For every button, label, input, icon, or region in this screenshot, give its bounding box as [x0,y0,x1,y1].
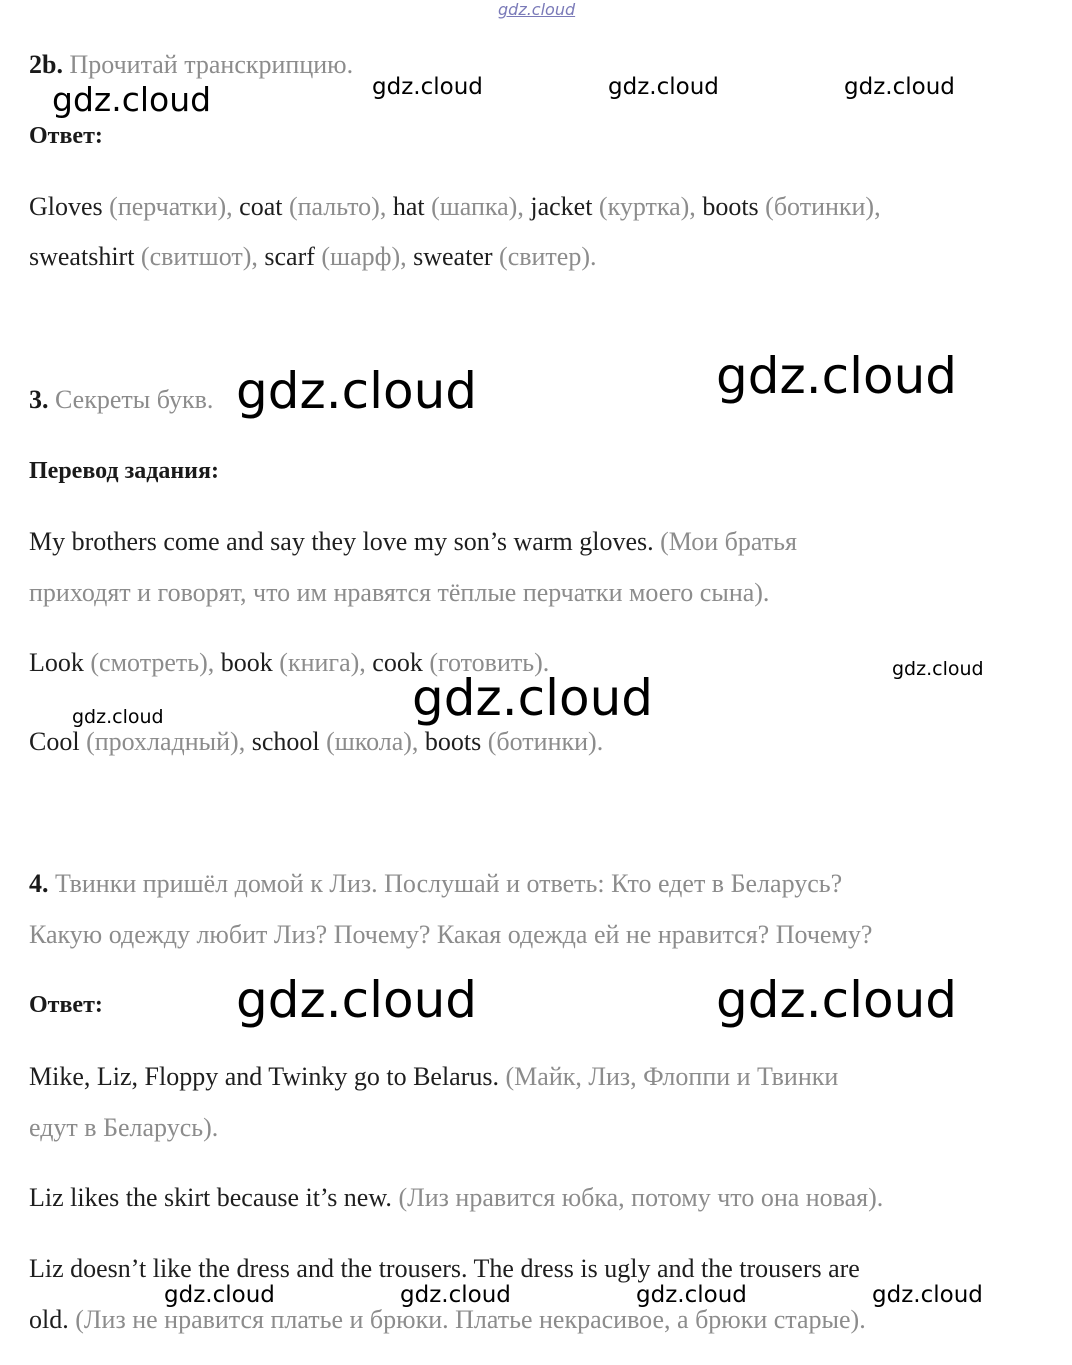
watermark: gdz.cloud [236,362,478,420]
task-number: 2b. [29,50,63,79]
english-text: jacket [530,192,599,221]
task-2b-heading [29,52,353,78]
translation-text: (шапка), [431,192,531,221]
translation-text: (книга), [279,648,373,677]
english-text: Liz likes the skirt because it’s new. [29,1183,399,1212]
english-text: sweatshirt [29,242,141,271]
translation-text: (куртка), [598,192,703,221]
answer-line [29,580,769,606]
answer-line [29,529,797,555]
english-text: book [220,648,280,677]
task-3-heading [29,387,213,413]
answer-line [29,1185,883,1211]
watermark: gdz.cloud [72,706,164,728]
watermark: gdz.cloud [608,74,719,100]
task-text: Секреты букв. [55,385,214,414]
english-text: hat [392,192,432,221]
translation-text: приходят и говорят, что им нравятся тёплые перчатки моего сына). [29,578,770,607]
english-text: Gloves [29,192,110,221]
translation-text: (перчатки), [109,192,240,221]
translation-text: (ботинки). [487,727,604,756]
translation-text: (готовить). [429,648,550,677]
answer-line [29,194,881,220]
translation-text: (Лиз не нравится платье и брюки. Платье некрасивое, а брюки старые). [75,1305,866,1334]
watermark: gdz.cloud [636,1282,747,1308]
english-text: coat [239,192,289,221]
english-text: Look [29,648,91,677]
english-text: old. [29,1305,76,1334]
english-text: Liz doesn’t like the dress and the trousers. The dress is ugly and the trousers are [29,1254,860,1283]
watermark: gdz.cloud [236,971,478,1029]
task-text: Какую одежду любит Лиз? Почему? Какая одежда ей не нравится? Почему? [29,920,873,949]
watermark: gdz.cloud [52,80,212,119]
translation-text: (Мои братья [660,527,797,556]
task-4-heading [29,871,842,897]
english-text: My brothers come and say they love my son’s warm gloves. [29,527,661,556]
watermark: gdz.cloud [164,1282,275,1308]
translation-text: едут в Беларусь). [29,1113,219,1142]
english-text: cook [372,648,430,677]
translation-text: (ботинки), [765,192,881,221]
watermark: gdz.cloud [844,74,955,100]
translation-text: (смотреть), [90,648,221,677]
english-text: sweater [413,242,500,271]
answer-line [29,1307,866,1333]
translation-text: (шарф), [321,242,414,271]
watermark: gdz.cloud [400,1282,511,1308]
answer-line [29,1256,860,1282]
translation-label: Перевод задания: [29,458,219,484]
translation-text: (пальто), [288,192,393,221]
task-number: 3. [29,385,49,414]
watermark: gdz.cloud [892,658,984,680]
watermark: gdz.cloud [372,74,483,100]
task-text: Прочитай транскрипцию. [69,50,354,79]
task-number: 4. [29,869,49,898]
answer-line [29,1115,218,1141]
answer-line [29,1064,838,1090]
english-text: boots [424,727,488,756]
english-text: Cool [29,727,87,756]
translation-text: (свитшот), [140,242,265,271]
translation-text: (свитер). [499,242,597,271]
answer-line [29,729,603,755]
watermark: gdz.cloud [716,971,958,1029]
english-text: boots [702,192,766,221]
english-text: scarf [264,242,322,271]
answer-label: Ответ: [29,123,103,149]
task-text: Твинки пришёл домой к Лиз. Послушай и ответь: Кто едет в Беларусь? [55,869,843,898]
answer-line [29,650,549,676]
english-text: school [251,727,327,756]
answer-label: Ответ: [29,992,103,1018]
answer-line [29,244,596,270]
english-text: Mike, Liz, Floppy and Twinky go to Belarus. [29,1062,506,1091]
translation-text: (школа), [326,727,425,756]
watermark-top[interactable]: gdz.cloud [498,0,576,19]
watermark: gdz.cloud [716,347,958,405]
watermark: gdz.cloud [872,1282,983,1308]
translation-text: (прохладный), [86,727,252,756]
translation-text: (Майк, Лиз, Флоппи и Твинки [505,1062,839,1091]
watermark: gdz.cloud [412,669,654,727]
translation-text: (Лиз нравится юбка, потому что она новая). [398,1183,884,1212]
